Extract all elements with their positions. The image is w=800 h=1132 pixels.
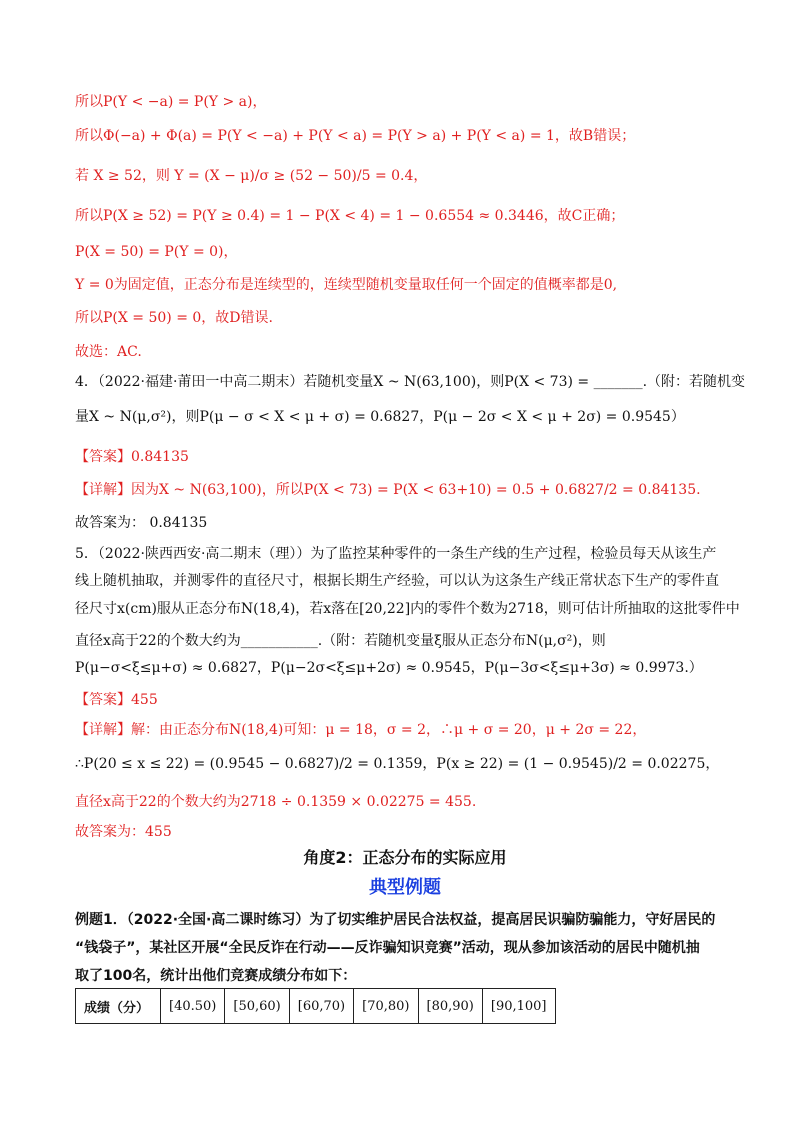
score-distribution-table: [75, 988, 556, 1024]
table-row: [76, 989, 556, 1024]
question-5-line-3: 径尺寸x(cm)服从正态分布N(18,4)，若x落在[20,22]内的零件个数为2718，则可估计所抽取的这批零件中: [75, 601, 740, 617]
question-5-count: 直径x高于22的个数大约为2718 ÷ 0.1359 × 0.02275 = 455.: [75, 794, 477, 810]
table-cell: [50,60): [225, 989, 289, 1024]
question-5-calculation: ∴P(20 ≤ x ≤ 22) = (0.9545 − 0.6827)/2 = 0.1359，P(x ≥ 22) = (1 − 0.9545)/2 = 0.02275，: [75, 756, 720, 772]
solution-line-4: 所以P(X ≥ 52) = P(Y ≥ 0.4) = 1 − P(X < 4) = 1 − 0.6554 ≈ 0.3446，故C正确；: [75, 208, 625, 224]
question-5-answer: 【答案】455: [75, 692, 158, 708]
question-5-detail: 【详解】解：由正态分布N(18,4)可知：μ = 18，σ = 2，∴μ + σ = 20，μ + 2σ = 22，: [75, 722, 647, 738]
question-5-line-2: 线上随机抽取，并测零件的直径尺寸，根据长期生产经验，可以认为这条生产线正常状态下生产的零件直: [75, 573, 719, 589]
solution-line-7: 所以P(X = 50) = 0，故D错误.: [75, 310, 273, 326]
question-4-line-1: 4．（2022·福建·莆田一中高二期末）若随机变量X ~ N(63,100)，则P(X < 73) = _______.（附：若随机变: [75, 374, 746, 390]
question-4-answer: 【答案】0.84135: [75, 449, 189, 465]
question-4-final: 故答案为： 0.84135: [75, 515, 208, 531]
section-title: 角度2：正态分布的实际应用: [303, 848, 507, 867]
solution-line-6: Y = 0为固定值，正态分布是连续型的，连续型随机变量取任何一个固定的值概率都是0,: [75, 277, 618, 293]
table-cell: [90,100]: [482, 989, 555, 1024]
example-1-line-2: “钱袋子”，某社区开展“全民反诈在行动——反诈骗知识竞赛”活动，现从参加该活动的居民中随机抽: [75, 940, 700, 956]
table-cell: [70,80): [354, 989, 418, 1024]
solution-line-2: 所以Φ(−a) + Φ(a) = P(Y < −a) + P(Y < a) = P(Y > a) + P(Y < a) = 1，故B错误；: [75, 128, 636, 144]
question-5-line-5: P(μ−σ<ξ≤μ+σ) ≈ 0.6827，P(μ−2σ<ξ≤μ+2σ) ≈ 0.9545，P(μ−3σ<ξ≤μ+3σ) ≈ 0.9973.）: [75, 660, 703, 676]
question-5-line-4: 直径x高于22的个数大约为___________.（附：若随机变量ξ服从正态分布N(μ,σ²)，则: [75, 633, 606, 649]
section-subtitle: 典型例题: [369, 877, 441, 898]
question-5-line-1: 5．（2022·陕西西安·高二期末（理））为了监控某种零件的一条生产线的生产过程，检验员每天从该生产: [75, 546, 717, 562]
final-choice: 故选：AC.: [75, 344, 142, 360]
table-cell: [40.50): [161, 989, 225, 1024]
question-4-line-2: 量X ~ N(μ,σ²)，则P(μ − σ < X < μ + σ) = 0.6827，P(μ − 2σ < X < μ + 2σ) = 0.9545）: [75, 409, 685, 425]
question-5-final: 故答案为：455: [75, 824, 172, 840]
table-cell: [60,70): [289, 989, 353, 1024]
solution-line-1: 所以P(Y < −a) = P(Y > a)，: [75, 94, 267, 110]
question-4-detail: 【详解】因为X ~ N(63,100)，所以P(X < 73) = P(X < 63+10) = 0.5 + 0.6827/2 = 0.84135.: [75, 482, 701, 498]
solution-line-3: 若 X ≥ 52，则 Y = (X − μ)/σ ≥ (52 − 50)/5 = 0.4，: [75, 168, 428, 184]
table-cell: [80,90): [418, 989, 482, 1024]
solution-line-5: P(X = 50) = P(Y = 0)，: [75, 244, 238, 260]
example-1-line-1: 例题1．（2022·全国·高二课时练习）为了切实维护居民合法权益，提高居民识骗防骗能力，守好居民的: [75, 912, 716, 928]
example-1-line-3: 取了100名，统计出他们竞赛成绩分布如下：: [75, 968, 357, 984]
table-header-cell: 成绩（分）: [76, 989, 161, 1024]
